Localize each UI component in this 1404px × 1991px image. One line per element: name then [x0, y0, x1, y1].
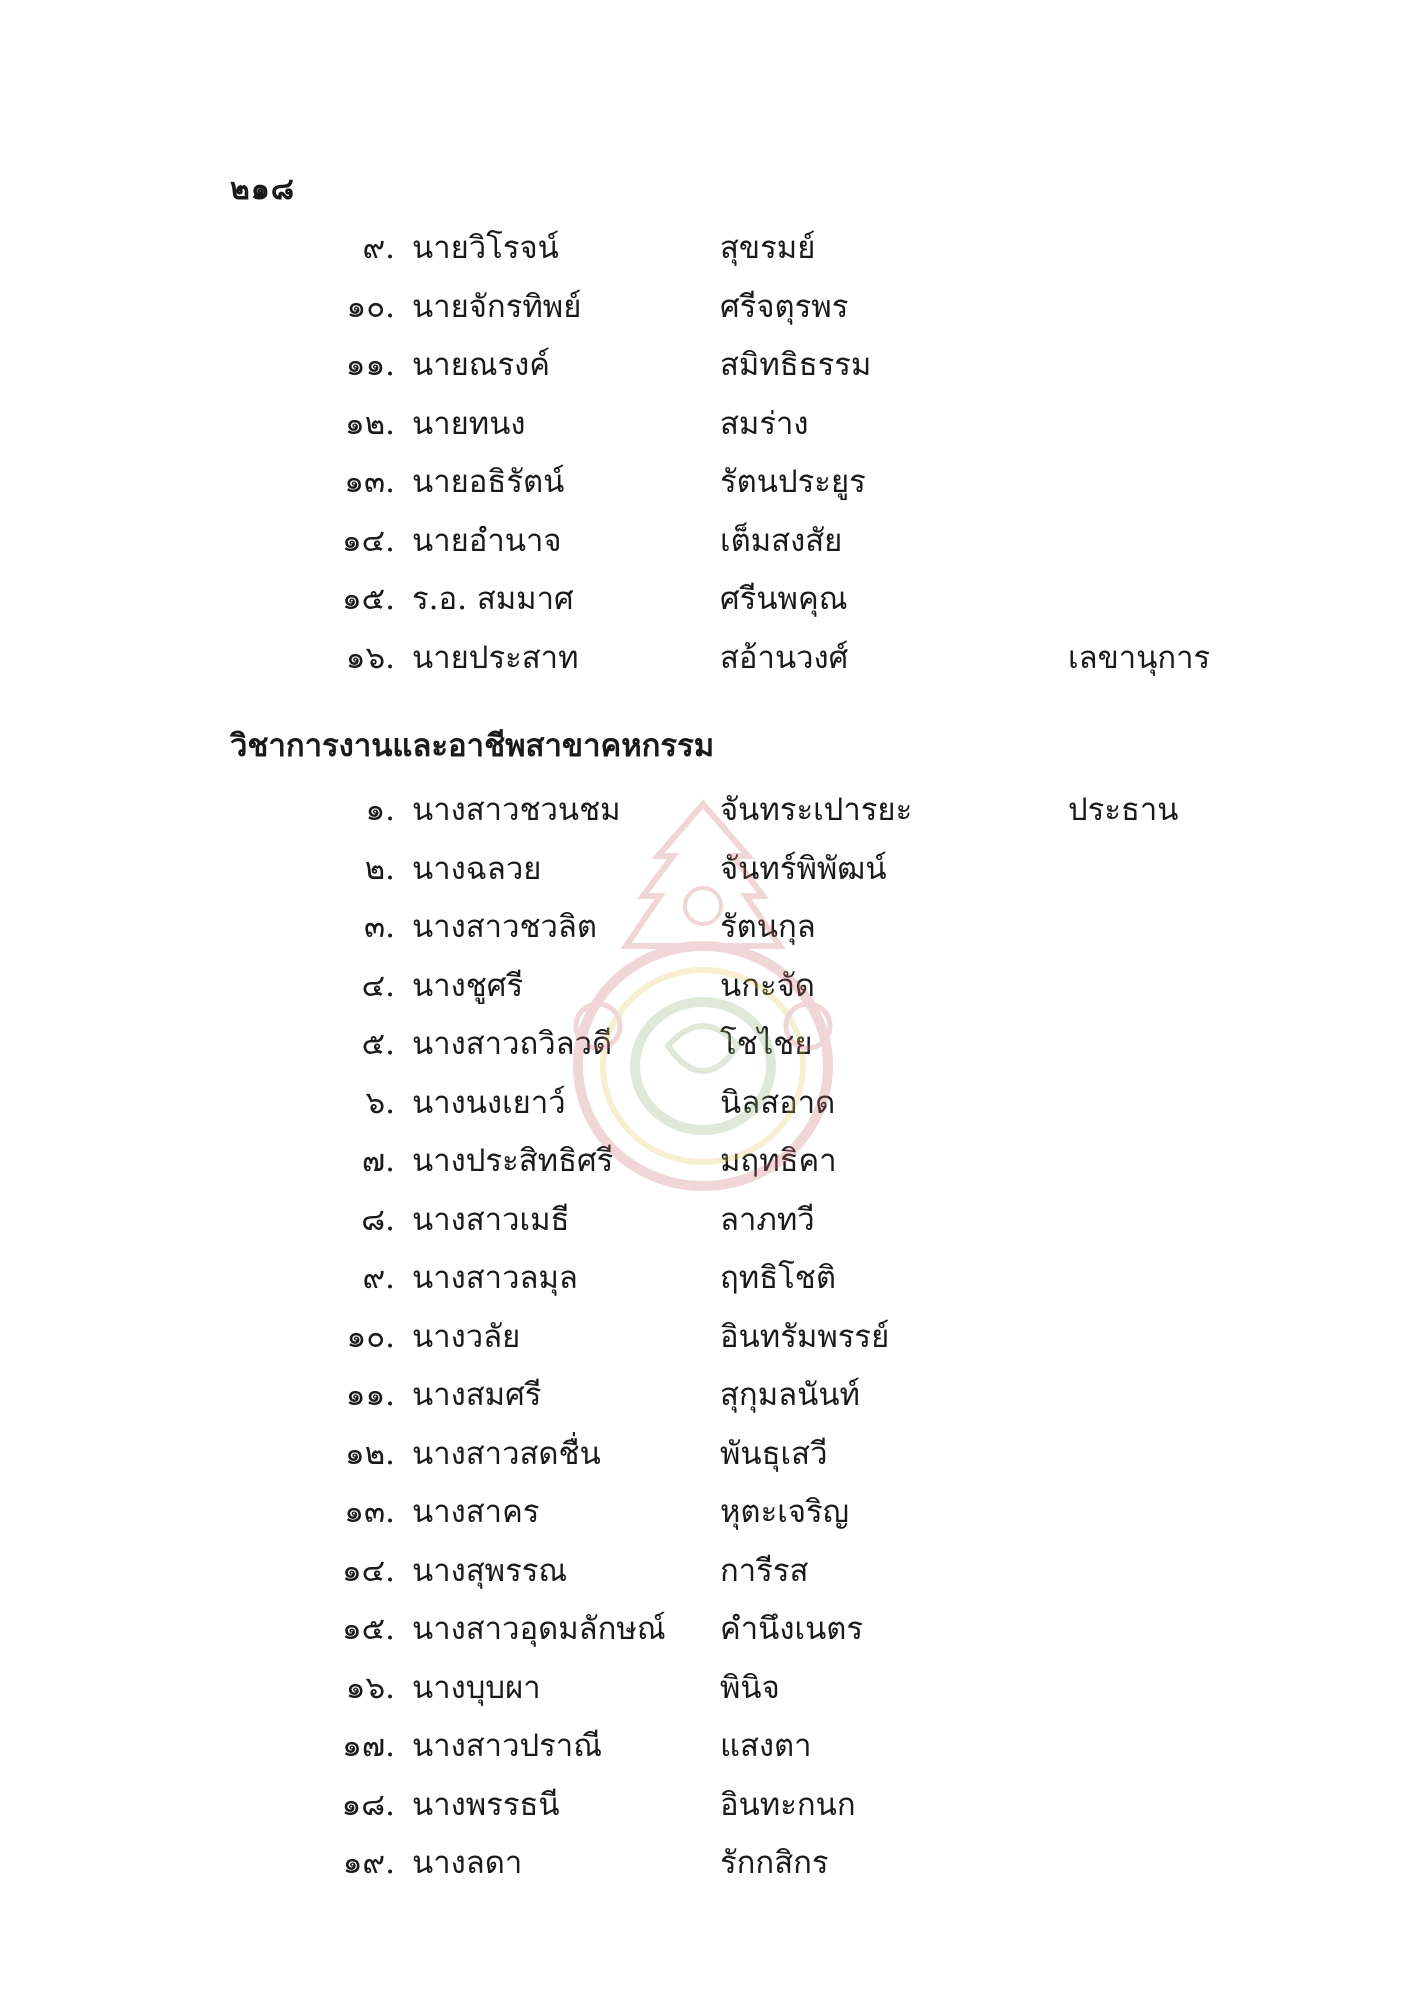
first-name: นางพรรธนี [412, 1786, 560, 1823]
first-name: นายทนง [412, 405, 526, 442]
last-name: รักกสิกร [720, 1845, 829, 1881]
item-number: ๖. [365, 1084, 395, 1121]
list-item [0, 1365, 1404, 1425]
item-number: ๑๖. [345, 639, 395, 676]
page-number: ๒๑๘ [230, 172, 295, 207]
list-item [0, 1716, 1404, 1776]
list-item [0, 1014, 1404, 1074]
last-name: มฤทธิคา [720, 1143, 837, 1179]
item-number: ๑๙. [342, 1845, 395, 1881]
item-number: ๓. [363, 909, 395, 945]
list-item [0, 1482, 1404, 1542]
list-item [0, 1190, 1404, 1250]
item-number: ๑๒. [345, 1435, 395, 1472]
list-item [0, 780, 1404, 840]
item-number: ๑๘. [341, 1786, 395, 1823]
last-name: จันทระเปารยะ [720, 792, 913, 828]
item-number: ๘. [361, 1201, 395, 1238]
last-name: อินทะกนก [720, 1786, 856, 1823]
first-name: นางสาคร [412, 1494, 540, 1530]
list-item [0, 452, 1404, 512]
list-item [0, 1307, 1404, 1367]
last-name: รัตนกุล [720, 909, 816, 945]
item-number: ๕. [361, 1026, 395, 1062]
item-number: ๑๓. [344, 464, 395, 500]
committee-role: ประธาน [1068, 792, 1179, 828]
first-name: นางประสิทธิศรี [412, 1143, 614, 1179]
last-name: สมร่าง [720, 405, 809, 442]
first-name: นายอธิรัตน์ [412, 464, 565, 500]
section-heading: วิชาการงานและอาชีพสาขาคหกรรม [230, 728, 715, 764]
last-name: จันทร์พิพัฒน์ [720, 850, 887, 887]
list-item [0, 394, 1404, 454]
item-number: ๒. [364, 850, 395, 887]
last-name: การีรส [720, 1552, 809, 1589]
list-item [0, 1541, 1404, 1601]
first-name: นางสาวอุดมลักษณ์ [412, 1611, 666, 1647]
first-name: นางสาวชวนชม [412, 792, 621, 828]
list-item [0, 1248, 1404, 1308]
item-number: ๑๕. [342, 1611, 395, 1647]
last-name: ศรีจตุรพร [720, 288, 849, 325]
last-name: ศรีนพคุณ [720, 581, 848, 617]
last-name: โชไชย [720, 1026, 813, 1062]
last-name: แสงตา [720, 1728, 812, 1764]
list-item [0, 956, 1404, 1016]
first-name: นางสาวปราณี [412, 1728, 602, 1764]
last-name: อินทรัมพรรย์ [720, 1318, 890, 1355]
last-name: คำนึงเนตร [720, 1611, 864, 1647]
item-number: ๔. [361, 967, 395, 1004]
last-name: หุตะเจริญ [720, 1494, 850, 1530]
first-name: นางสาวถวิลวดี [412, 1026, 613, 1062]
list-item [0, 1131, 1404, 1191]
last-name: สุขรมย์ [720, 230, 816, 266]
last-name: ลาภทวี [720, 1201, 815, 1238]
item-number: ๑๐. [346, 288, 395, 325]
last-name: สุกุมลนันท์ [720, 1377, 860, 1413]
first-name: นางสาวเมธี [412, 1201, 570, 1238]
item-number: ๑๓. [344, 1494, 395, 1530]
list-item [0, 897, 1404, 957]
first-name: ร.อ. สมมาศ [412, 581, 574, 617]
last-name: ฤทธิโชติ [720, 1260, 836, 1296]
first-name: นางสมศรี [412, 1377, 542, 1413]
first-name: นางสุพรรณ [412, 1552, 568, 1589]
last-name: พันธุเสวี [720, 1435, 828, 1472]
list-item [0, 218, 1404, 278]
last-name: รัตนประยูร [720, 464, 866, 500]
item-number: ๑๒. [345, 405, 395, 442]
list-item [0, 1833, 1404, 1893]
first-name: นางฉลวย [412, 850, 542, 887]
item-number: ๑๔. [342, 1552, 395, 1589]
first-name: นางสาวสดชื่น [412, 1435, 601, 1472]
item-number: ๑๕. [342, 581, 395, 617]
last-name: พินิจ [720, 1669, 780, 1706]
first-name: นางบุบผา [412, 1669, 541, 1706]
item-number: ๑๔. [342, 522, 395, 559]
item-number: ๑๐. [346, 1318, 395, 1355]
last-name: สมิทธิธรรม [720, 347, 872, 383]
item-number: ๑๗. [342, 1728, 395, 1764]
list-item [0, 1424, 1404, 1484]
item-number: ๙. [362, 230, 395, 266]
last-name: นิลสอาด [720, 1084, 836, 1121]
list-item [0, 569, 1404, 629]
last-name: สอ้านวงศ์ [720, 639, 849, 676]
item-number: ๑๖. [345, 1669, 395, 1706]
first-name: นางชูศรี [412, 967, 524, 1004]
list-item [0, 277, 1404, 337]
first-name: นางลดา [412, 1845, 523, 1881]
first-name: นายประสาท [412, 639, 579, 676]
item-number: ๑๑. [345, 1377, 395, 1413]
item-number: ๑๑. [345, 347, 395, 383]
list-item [0, 1073, 1404, 1133]
list-item [0, 511, 1404, 571]
list-item [0, 335, 1404, 395]
first-name: นางสาวชวลิต [412, 909, 598, 945]
list-item [0, 1775, 1404, 1835]
list-item [0, 1599, 1404, 1659]
item-number: ๙. [362, 1260, 395, 1296]
first-name: นางนงเยาว์ [412, 1084, 566, 1121]
first-name: นายอำนาจ [412, 522, 562, 559]
list-item [0, 1658, 1404, 1718]
first-name: นายณรงค์ [412, 347, 551, 383]
last-name: เต็มสงสัย [720, 522, 843, 559]
item-number: ๗. [361, 1143, 395, 1179]
list-item [0, 839, 1404, 899]
first-name: นางสาวลมุล [412, 1260, 578, 1296]
first-name: นางวลัย [412, 1318, 521, 1355]
first-name: นายจักรทิพย์ [412, 288, 582, 325]
committee-role: เลขานุการ [1068, 639, 1211, 676]
item-number: ๑. [365, 792, 395, 828]
list-item [0, 628, 1404, 688]
first-name: นายวิโรจน์ [412, 230, 559, 266]
last-name: นกะจัด [720, 967, 815, 1004]
